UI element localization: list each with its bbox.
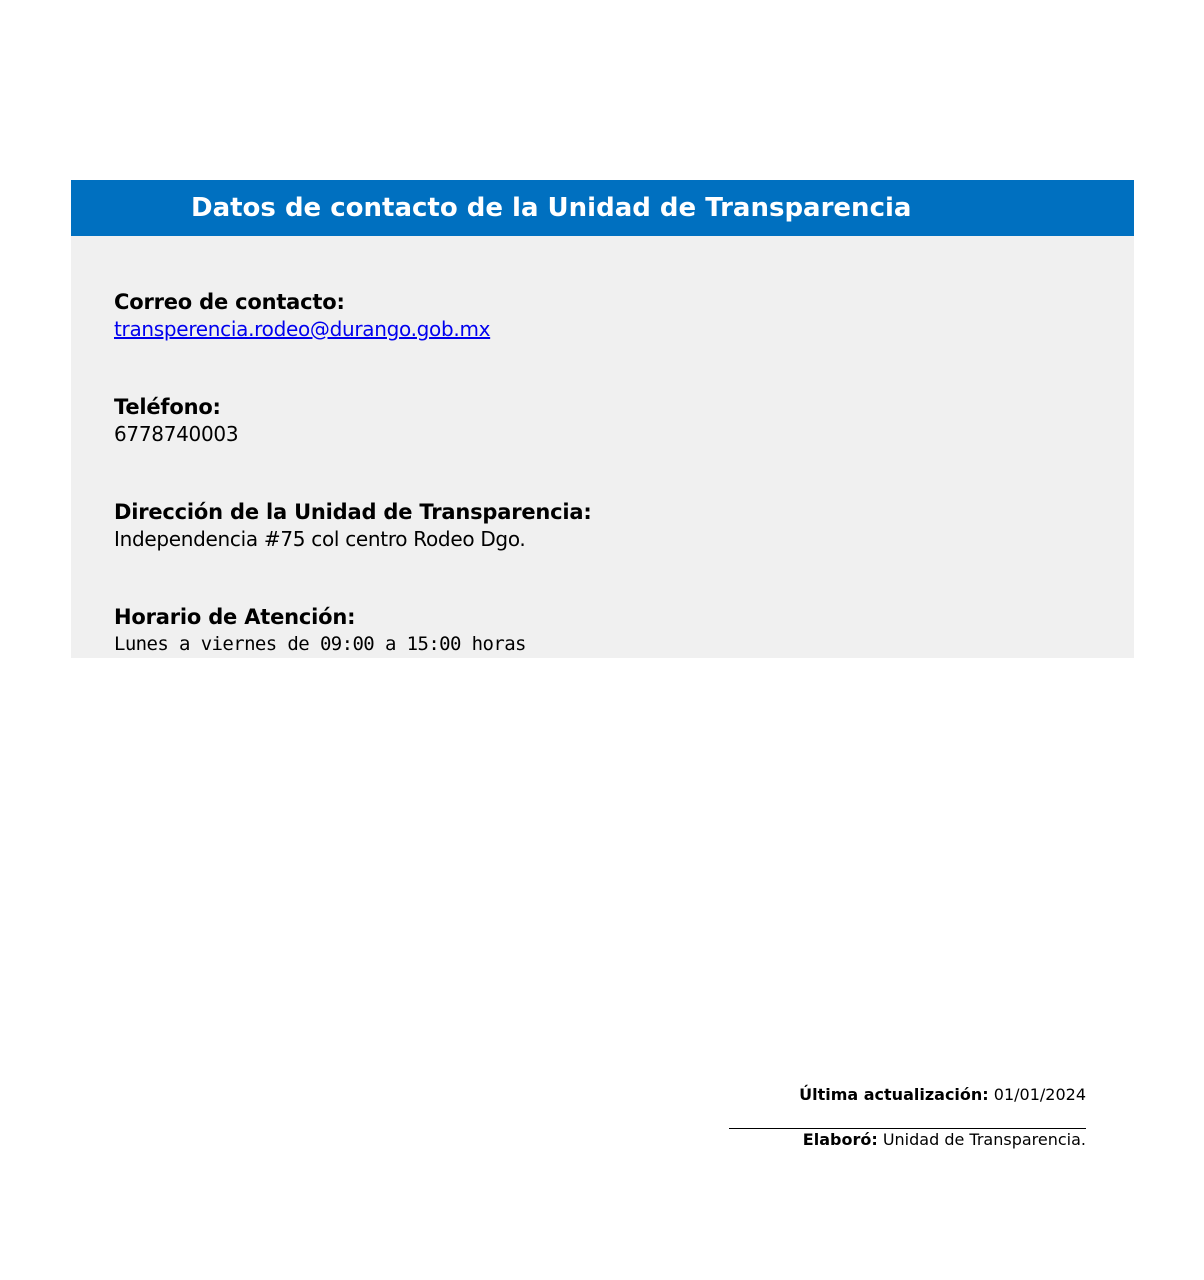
address-value: Independencia #75 col centro Rodeo Dgo.	[114, 527, 526, 551]
last-updated-value: 01/01/2024	[993, 1085, 1086, 1104]
prepared-by	[803, 1130, 1086, 1149]
last-updated-label: Última actualización:	[799, 1085, 989, 1104]
email-link[interactable]: transperencia.rodeo@durango.gob.mx	[114, 317, 491, 341]
address-section	[114, 498, 592, 552]
card-header	[71, 180, 1134, 236]
email-section	[114, 288, 490, 342]
prepared-by-value: Unidad de Transparencia.	[882, 1130, 1086, 1149]
hours-section	[114, 603, 526, 657]
contact-card	[71, 180, 1134, 658]
phone-section	[114, 393, 238, 447]
footer-divider	[729, 1128, 1086, 1129]
hours-value: Lunes a viernes de 09:00 a 15:00 horas	[114, 633, 526, 655]
email-label: Correo de contacto:	[114, 290, 345, 314]
card-title: Datos de contacto de la Unidad de Transparencia	[191, 193, 912, 223]
address-label: Dirección de la Unidad de Transparencia:	[114, 500, 592, 524]
phone-label: Teléfono:	[114, 395, 221, 419]
prepared-by-label: Elaboró:	[802, 1130, 878, 1149]
last-updated	[799, 1085, 1086, 1104]
hours-label: Horario de Atención:	[114, 605, 356, 629]
phone-value: 6778740003	[114, 422, 239, 446]
